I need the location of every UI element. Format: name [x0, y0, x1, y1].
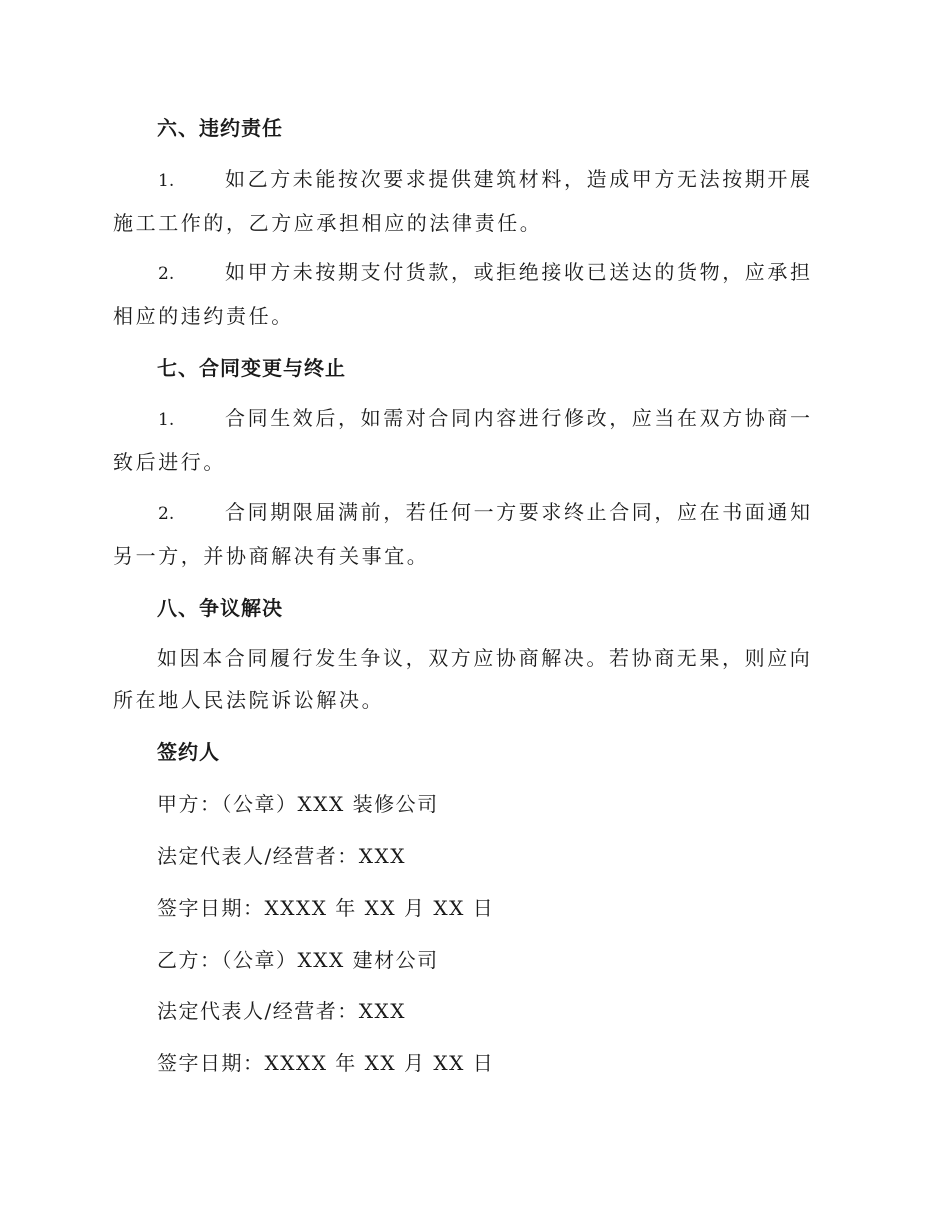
section-6-item-2 — [113, 251, 833, 337]
party-a-line: 甲方：（公章）XXX 装修公司 — [157, 792, 439, 816]
party-a-rep-line: 法定代表人/经营者：XXX — [157, 844, 406, 868]
party-a-date-line: 签字日期：XXXX 年 XX 月 XX 日 — [157, 896, 495, 920]
item-number: 2. — [158, 504, 175, 524]
section-7-item-2 — [113, 491, 833, 577]
item-text: 如乙方未能按次要求提供建筑材料，造成甲方无法按期开展施工工作的，乙方应承担相应的法律责任。 — [113, 167, 813, 235]
item-text: 合同期限届满前，若任何一方要求终止合同，应在书面通知另一方，并协商解决有关事宜。 — [113, 500, 813, 568]
item-number: 2. — [158, 264, 175, 284]
section-7-item-1 — [113, 397, 833, 483]
section-8-text — [113, 637, 833, 721]
signatories-heading: 签约人 — [157, 740, 220, 764]
party-b-line: 乙方：（公章）XXX 建材公司 — [157, 948, 439, 972]
section-6-heading: 六、违约责任 — [157, 116, 283, 140]
party-b-date-line: 签字日期：XXXX 年 XX 月 XX 日 — [157, 1051, 495, 1075]
section-8-heading: 八、争议解决 — [157, 596, 283, 620]
party-b-rep-line: 法定代表人/经营者：XXX — [157, 999, 406, 1023]
section-7-heading: 七、合同变更与终止 — [157, 356, 346, 380]
item-text: 合同生效后，如需对合同内容进行修改，应当在双方协商一致后进行。 — [113, 406, 813, 474]
item-number: 1. — [158, 171, 175, 191]
section-6-item-1 — [113, 158, 833, 244]
item-number: 1. — [158, 410, 175, 430]
item-text: 如甲方未按期支付货款，或拒绝接收已送达的货物，应承担相应的违约责任。 — [113, 260, 813, 328]
paragraph-text: 如因本合同履行发生争议，双方应协商解决。若协商无果，则应向所在地人民法院诉讼解决。 — [113, 646, 813, 712]
